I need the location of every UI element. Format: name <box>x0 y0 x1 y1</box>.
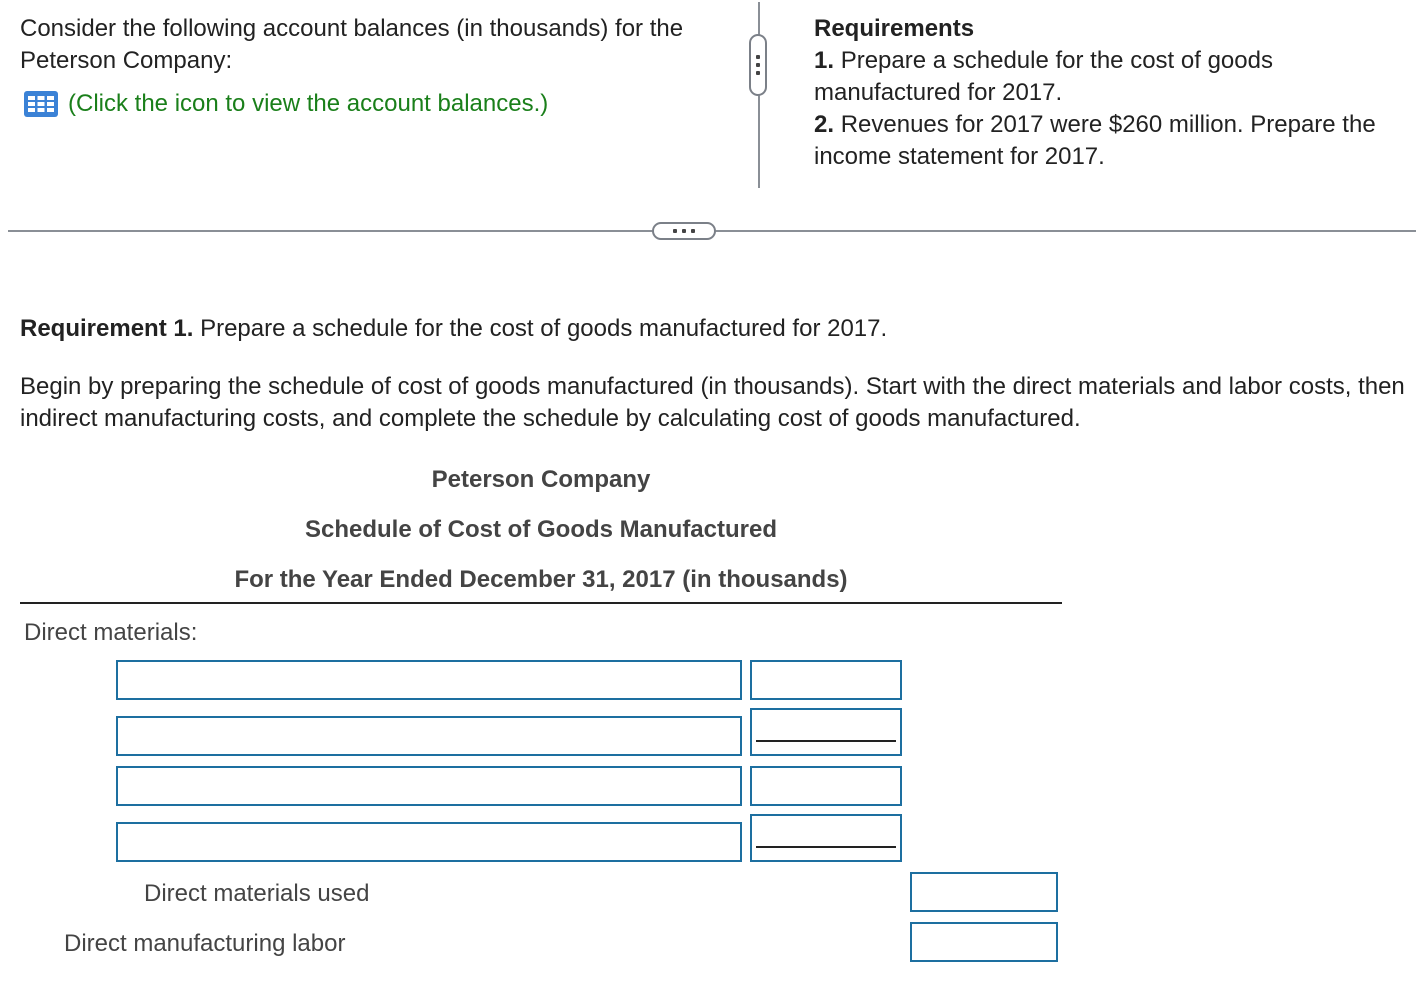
requirement-item-1: 1. Prepare a schedule for the cost of goods manufactured for 2017. <box>814 47 1273 106</box>
account-balances-link[interactable] <box>22 88 548 120</box>
requirements-title: Requirements <box>814 15 975 42</box>
horizontal-splitter-handle[interactable] <box>652 222 716 240</box>
account-input-2[interactable] <box>116 716 742 756</box>
header-rule <box>20 602 1062 604</box>
requirement-1-heading: Requirement 1. Prepare a schedule for the cost of goods manufactured for 2017. <box>20 315 888 342</box>
table-grid-icon[interactable] <box>22 89 60 119</box>
direct-manufacturing-labor-input[interactable] <box>910 922 1058 962</box>
amount-input-1[interactable] <box>750 660 902 700</box>
intro-text: Consider the following account balances (in thousands) for the Peterson Company: <box>20 15 684 74</box>
account-input-3[interactable] <box>116 766 742 806</box>
amount-subtotal-wrapper-2 <box>750 708 902 756</box>
amount-input-3[interactable] <box>750 766 902 806</box>
amount-input-4[interactable] <box>750 814 902 862</box>
statement-company: Peterson Company <box>431 466 651 493</box>
direct-materials-label: Direct materials: <box>24 619 198 646</box>
account-balances-link-text[interactable]: (Click the icon to view the account balances.) <box>68 90 549 117</box>
account-input-4[interactable] <box>116 822 742 862</box>
requirements-panel <box>814 13 1404 173</box>
statement-period: For the Year Ended December 31, 2017 (in thousands) <box>234 566 848 593</box>
statement-title: Schedule of Cost of Goods Manufactured <box>304 516 778 543</box>
vertical-splitter-handle[interactable] <box>749 34 767 96</box>
amount-input-2[interactable] <box>750 708 902 756</box>
amount-subtotal-wrapper-4 <box>750 814 902 862</box>
direct-manufacturing-labor-label: Direct manufacturing labor <box>64 930 346 957</box>
account-input-1[interactable] <box>116 660 742 700</box>
direct-materials-used-label: Direct materials used <box>144 880 370 907</box>
direct-materials-used-input[interactable] <box>910 872 1058 912</box>
requirement-item-2: 2. Revenues for 2017 were $260 million. Prepare the income statement for 2017. <box>814 111 1376 170</box>
instructions-text: Begin by preparing the schedule of cost of goods manufactured (in thousands). Start with the direct materials and labor costs, then indirect manufacturing costs, and complete the schedule by calculating cost of goods manufactured. <box>20 373 1405 432</box>
